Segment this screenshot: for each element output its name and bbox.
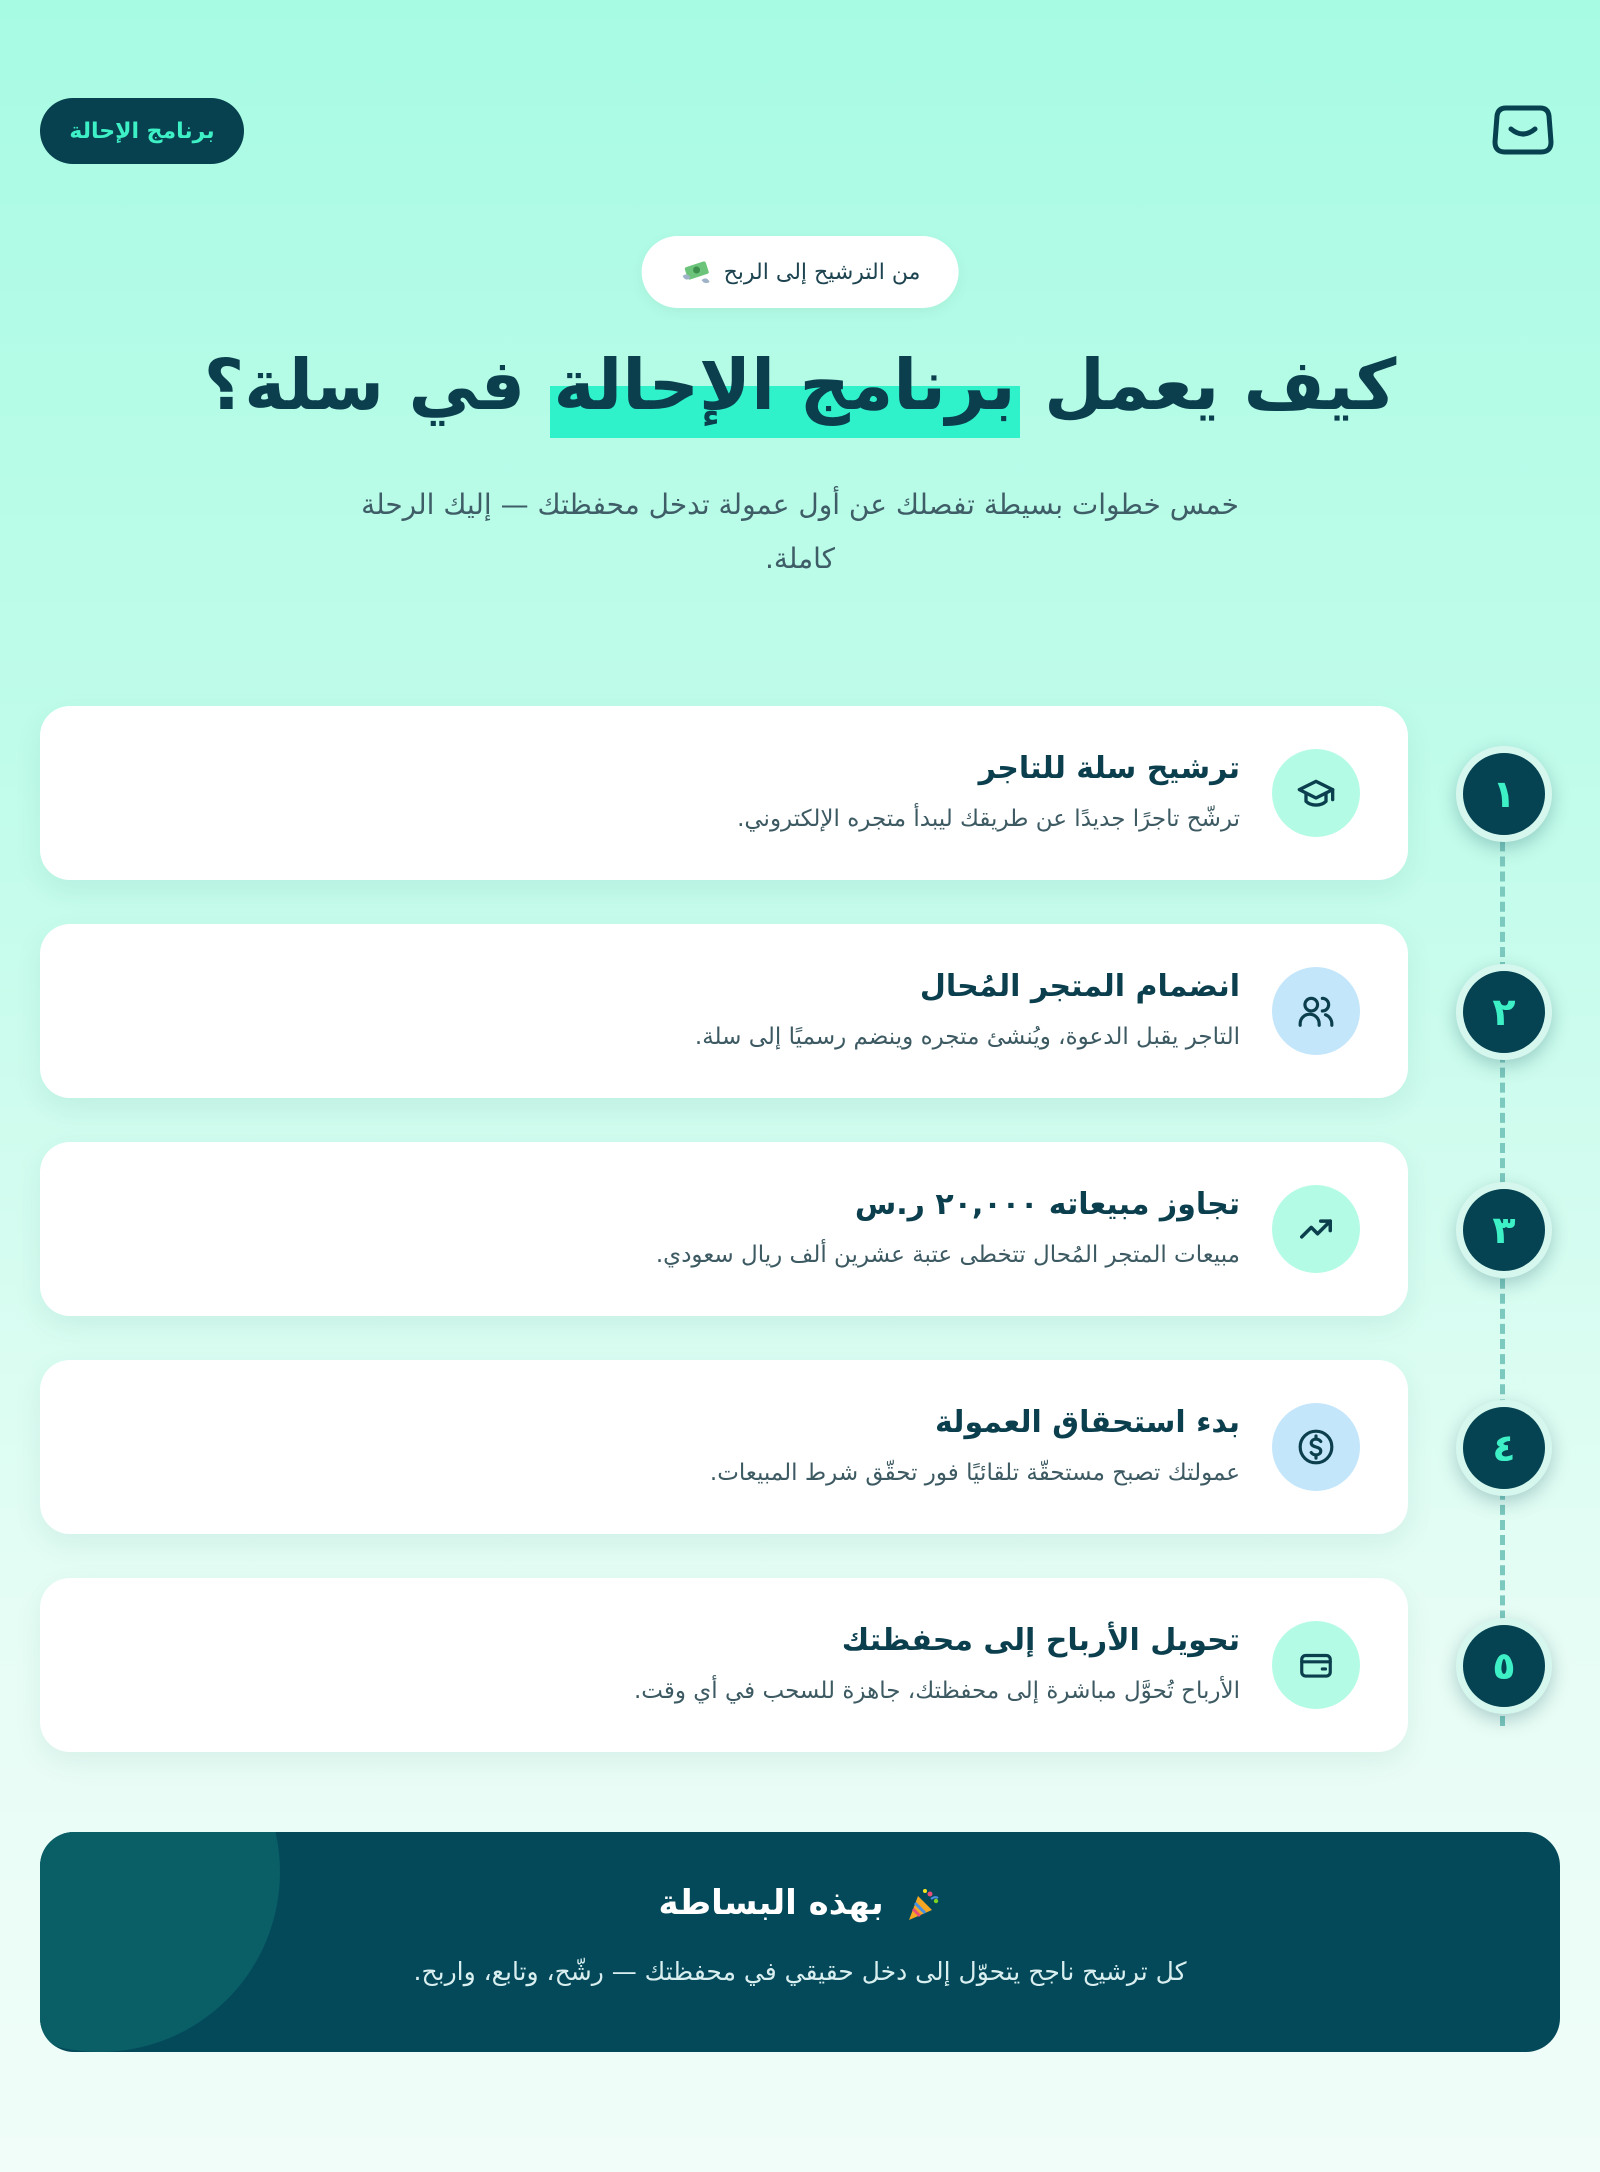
salla-logo-icon[interactable]: [1492, 102, 1554, 156]
step-title: تجاوز مبيعاته ٢٠,٠٠٠ ر.س: [854, 1187, 1240, 1222]
step-title: ترشيح سلة للتاجر: [978, 751, 1240, 786]
referral-program-label: برنامج الإحالة: [69, 118, 215, 144]
step-description: التاجر يقبل الدعوة، ويُنشئ متجره وينضم رسميًا إلى سلة.: [694, 1024, 1240, 1050]
dollar-coin-icon: [1272, 1403, 1360, 1491]
step-description: الأرباح تُحوَّل مباشرة إلى محفظتك، جاهزة للسحب في أي وقت.: [634, 1678, 1240, 1704]
title-highlight: برنامج الإحالة: [550, 330, 1020, 440]
step-card: [40, 1578, 1408, 1752]
graduation-cap-icon: [1272, 749, 1360, 837]
title-part-2: في سلة؟: [203, 344, 526, 426]
top-bar: [40, 98, 1560, 164]
step-title: انضمام المتجر المُحال: [919, 969, 1240, 1004]
step-2: [40, 924, 1560, 1098]
step-3: [40, 1142, 1560, 1316]
party-popper-icon: [905, 1887, 941, 1923]
decorative-circle: [40, 1832, 280, 2052]
referral-program-button[interactable]: [40, 98, 244, 164]
money-with-wings-icon: [680, 258, 712, 286]
step-description: ترشّح تاجرًا جديدًا عن طريقك ليبدأ متجره الإلكتروني.: [737, 806, 1240, 832]
title-part-1: كيف يعمل: [1044, 344, 1397, 426]
step-number: ٢: [1456, 964, 1552, 1060]
page-subtitle: خمس خطوات بسيطة تفصلك عن أول عمولة تدخل محفظتك — إليك الرحلة كاملة.: [361, 488, 1239, 575]
step-1: [40, 706, 1560, 880]
step-card: [40, 706, 1408, 880]
steps-timeline: [40, 706, 1560, 1756]
summary-description: كل ترشيح ناجح يتحوّل إلى دخل حقيقي في محفظتك — رشّح، وتابع، واربح.: [413, 1957, 1187, 1986]
summary-banner: [40, 1832, 1560, 2052]
step-card: [40, 1360, 1408, 1534]
step-card: [40, 1142, 1408, 1316]
step-card: [40, 924, 1408, 1098]
step-4: [40, 1360, 1560, 1534]
wallet-icon: [1272, 1621, 1360, 1709]
step-number: ٥: [1456, 1618, 1552, 1714]
summary-title: بهذه البساطة: [40, 1878, 1560, 1928]
step-description: عمولتك تصبح مستحقّة تلقائيًا فور تحقّق شرط المبيعات.: [709, 1460, 1240, 1486]
step-number: ١: [1456, 746, 1552, 842]
users-icon: [1272, 967, 1360, 1055]
step-5: [40, 1578, 1560, 1752]
page-title: [0, 330, 1600, 440]
step-title: بدء استحقاق العمولة: [934, 1405, 1240, 1440]
step-number: ٣: [1456, 1182, 1552, 1278]
step-title: تحويل الأرباح إلى محفظتك: [841, 1623, 1240, 1658]
eyebrow-badge: [642, 236, 959, 308]
eyebrow-label: من الترشيح إلى الربح: [723, 259, 921, 285]
step-number: ٤: [1456, 1400, 1552, 1496]
step-description: مبيعات المتجر المُحال تتخطى عتبة عشرين ألف ريال سعودي.: [655, 1242, 1240, 1268]
trending-up-icon: [1272, 1185, 1360, 1273]
